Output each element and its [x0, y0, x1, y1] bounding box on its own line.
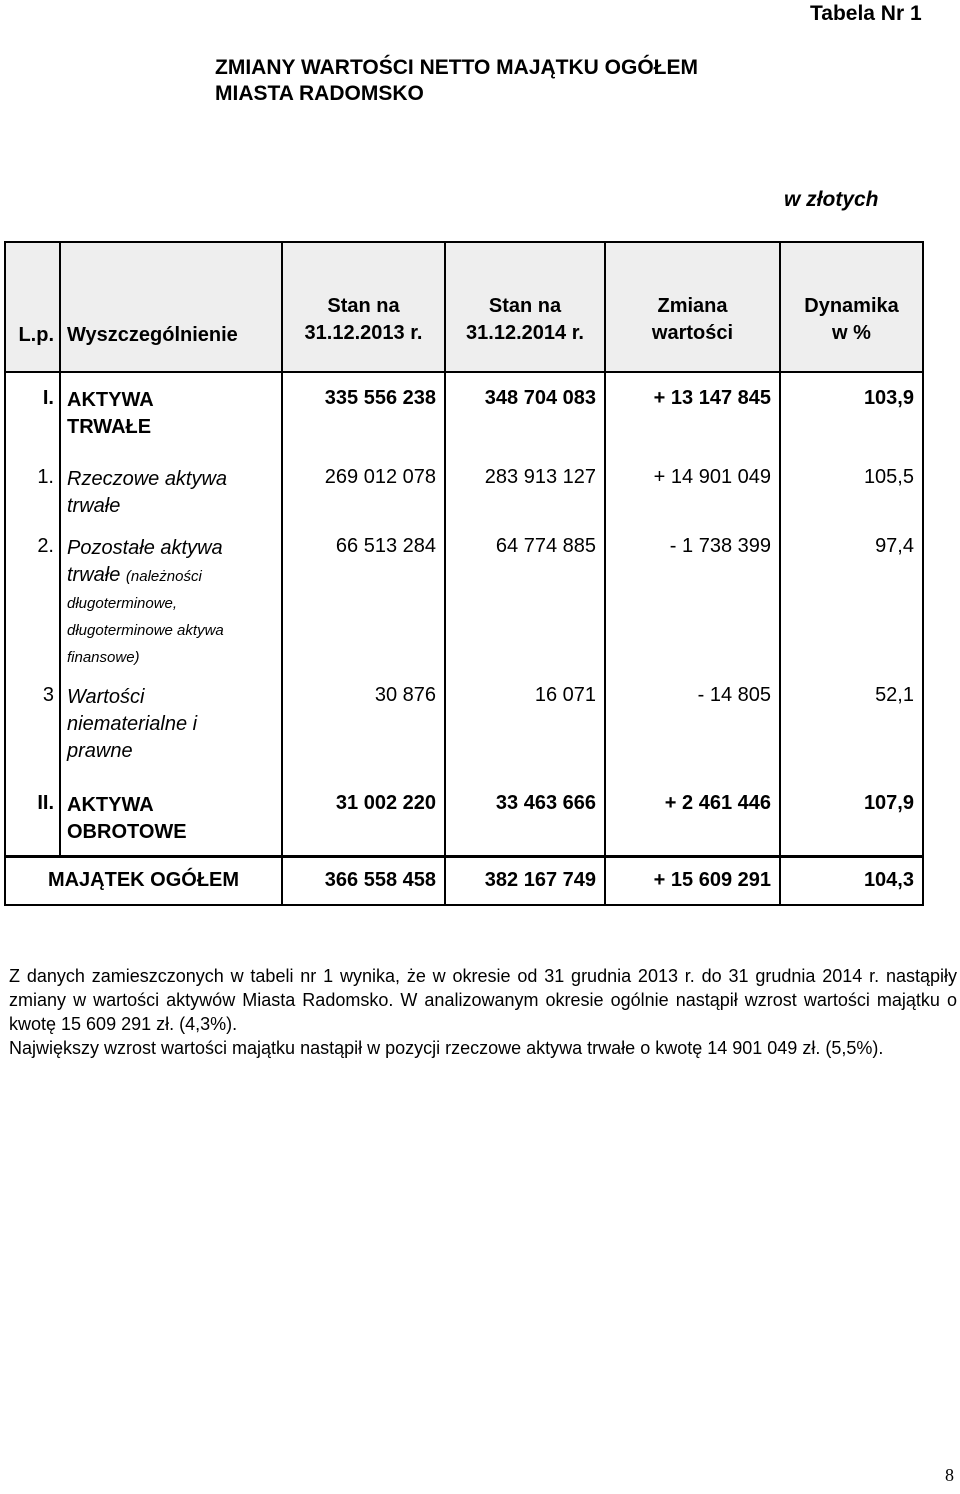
row-value-2013: 269 012 078	[282, 452, 445, 521]
unit-label: w złotych	[784, 188, 879, 211]
header-lp: L.p.	[5, 242, 60, 372]
row-lp: 1.	[5, 452, 60, 521]
row-value-2013: 30 876	[282, 670, 445, 778]
row-name: Wartości niematerialne i prawne	[60, 670, 282, 778]
summary-paragraph-1: Z danych zamieszczonych w tabeli nr 1 wynika, że w okresie od 31 grudnia 2013 r. do 31 grudnia 2014 r. nastąpiły zmiany w wartości aktywów Miasta Radomsko. W analizowanym okresie ogólnie nastąpił wzrost wartości majątku o kwotę 15 609 291 zł. (4,3%).	[9, 966, 957, 1034]
row-lp: 3	[5, 670, 60, 778]
row-dynamics: 107,9	[780, 778, 923, 856]
row-change: + 14 901 049	[605, 452, 780, 521]
row-value-2014: 348 704 083	[445, 372, 605, 452]
row-dynamics: 52,1	[780, 670, 923, 778]
header-dynamika: Dynamika w %	[780, 242, 923, 372]
row-dynamics: 103,9	[780, 372, 923, 452]
row-change: + 13 147 845	[605, 372, 780, 452]
row-lp: I.	[5, 372, 60, 452]
table-row-pozostale-aktywa	[5, 521, 923, 670]
row-change: - 14 805	[605, 670, 780, 778]
row-name: AKTYWA TRWAŁE	[60, 372, 282, 452]
row-value-2013: 31 002 220	[282, 778, 445, 856]
row-value-2013: 335 556 238	[282, 372, 445, 452]
row-name: Rzeczowe aktywa trwałe	[60, 452, 282, 521]
row-change: - 1 738 399	[605, 521, 780, 670]
summary-paragraph-2: Największy wzrost wartości majątku nastąpił w pozycji rzeczowe aktywa trwałe o kwotę 14 901 049 zł. (5,5%).	[9, 1038, 884, 1058]
table-label: Tabela Nr 1	[810, 2, 922, 25]
row-dynamics: 105,5	[780, 452, 923, 521]
header-stan-2013: Stan na 31.12.2013 r.	[282, 242, 445, 372]
row-value-2014: 33 463 666	[445, 778, 605, 856]
row-note: (należności długoterminowe, długoterminowe aktywa finansowe)	[67, 568, 224, 666]
row-lp: 2.	[5, 521, 60, 670]
header-description: Wyszczególnienie	[60, 242, 282, 372]
row-value-2014: 283 913 127	[445, 452, 605, 521]
table-row-aktywa-trwale	[5, 372, 923, 452]
document-title-line2: MIASTA RADOMSKO	[215, 82, 424, 105]
total-value-2014: 382 167 749	[445, 856, 605, 905]
total-value-2013: 366 558 458	[282, 856, 445, 905]
table-row-wartosci-niematerialne	[5, 670, 923, 778]
table-row-aktywa-obrotowe	[5, 778, 923, 856]
table-row-rzeczowe-aktywa	[5, 452, 923, 521]
row-value-2014: 16 071	[445, 670, 605, 778]
total-label: MAJĄTEK OGÓŁEM	[5, 856, 282, 905]
row-name: Pozostałe aktywa trwałe	[67, 537, 223, 586]
total-dynamics: 104,3	[780, 856, 923, 905]
row-change: + 2 461 446	[605, 778, 780, 856]
row-value-2013: 66 513 284	[282, 521, 445, 670]
document-title-line1: ZMIANY WARTOŚCI NETTO MAJĄTKU OGÓŁEM	[215, 56, 699, 79]
row-name-cell	[60, 521, 282, 670]
header-zmiana: Zmiana wartości	[605, 242, 780, 372]
total-change: + 15 609 291	[605, 856, 780, 905]
row-dynamics: 97,4	[780, 521, 923, 670]
row-name: AKTYWA OBROTOWE	[60, 778, 282, 856]
table-total-row	[5, 856, 923, 905]
header-stan-2014: Stan na 31.12.2014 r.	[445, 242, 605, 372]
summary-text	[9, 964, 957, 1060]
row-lp: II.	[5, 778, 60, 856]
assets-table	[4, 241, 924, 906]
table-header-row	[5, 242, 923, 372]
row-value-2014: 64 774 885	[445, 521, 605, 670]
page-number: 8	[945, 1465, 954, 1485]
